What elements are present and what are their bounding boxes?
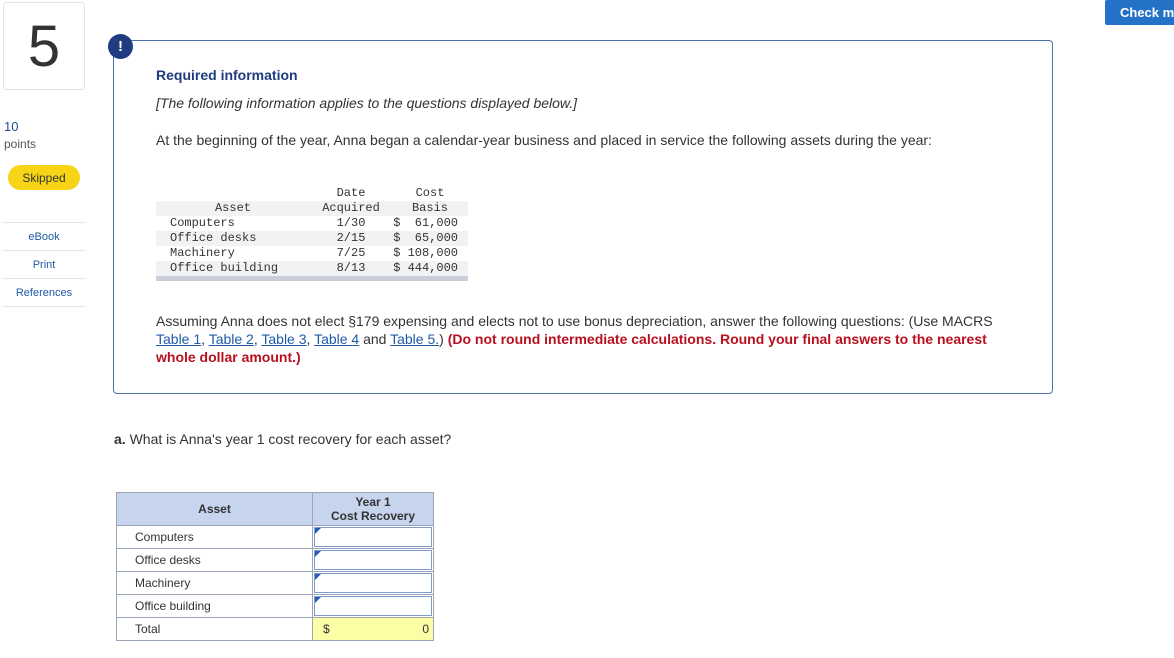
office-desks-recovery-input[interactable] [314, 550, 432, 570]
table-row: Computers 1/30 $ 61,000 [170, 216, 458, 230]
total-value: 0 [422, 622, 429, 636]
table-row: Office desks 2/15 $ 65,000 [156, 231, 468, 246]
answer-header-asset: Asset [117, 493, 313, 526]
references-link[interactable]: References [3, 278, 85, 307]
table-3-link[interactable]: Table 3 [261, 331, 307, 347]
answer-header-recovery: Year 1 Cost Recovery [313, 493, 434, 526]
machinery-recovery-input[interactable] [314, 573, 432, 593]
header-asset: Asset [156, 201, 310, 216]
required-information-title: Required information [156, 67, 298, 83]
table-row [117, 572, 434, 595]
total-currency: $ [323, 622, 330, 636]
side-links [3, 222, 85, 307]
table-row [117, 618, 434, 641]
total-value-cell [313, 618, 434, 641]
answer-table [116, 492, 434, 641]
asset-info-table [156, 186, 468, 281]
header-cost-bottom: Basis [392, 201, 468, 216]
required-information-panel [113, 40, 1053, 394]
status-badge: Skipped [8, 165, 80, 190]
header-date-top: Date [336, 186, 366, 200]
answer-row-label: Machinery [117, 572, 313, 595]
answer-row-label: Office desks [117, 549, 313, 572]
table-row: Machinery 7/25 $ 108,000 [170, 246, 458, 260]
table-row [117, 595, 434, 618]
check-my-work-button[interactable]: Check m [1105, 0, 1174, 25]
required-information-subtitle: [The following information applies to the questions displayed below.] [156, 95, 578, 111]
computers-recovery-input[interactable] [314, 527, 432, 547]
table-2-link[interactable]: Table 2 [208, 331, 254, 347]
header-date-bottom: Acquired [310, 201, 392, 216]
table-row: Office building 8/13 $ 444,000 [156, 261, 468, 276]
answer-row-label: Computers [117, 526, 313, 549]
alert-icon: ! [108, 34, 133, 59]
rounding-note: (Do not round intermediate calculations. Round your final answers to the nearest whole dollar amount.) [156, 331, 987, 365]
header-cost-top: Cost [415, 186, 445, 200]
points-value: 10 [4, 119, 19, 134]
total-label: Total [117, 618, 313, 641]
table-4-link[interactable]: Table 4 [314, 331, 360, 347]
ebook-link[interactable]: eBook [3, 222, 85, 250]
question-a: a. What is Anna's year 1 cost recovery for each asset? [114, 431, 452, 447]
question-number: 5 [3, 2, 85, 90]
office-building-recovery-input[interactable] [314, 596, 432, 616]
intro-text: At the beginning of the year, Anna began a calendar-year business and placed in service the following assets during the year: [156, 132, 932, 148]
points-label: points [4, 137, 37, 151]
table-row [117, 549, 434, 572]
table-1-link[interactable]: Table 1 [156, 331, 202, 347]
table-row [117, 526, 434, 549]
instructions-text: Assuming Anna does not elect §179 expensing and elects not to use bonus depreciation, answer the following questions: (Use MACRS Table 1, Table 2, Table 3, Table 4 and Table 5.) (Do not round intermediate calculations. Round your final answers to the nearest whole dollar amount.) [156, 313, 993, 365]
answer-row-label: Office building [117, 595, 313, 618]
table-5-link[interactable]: Table 5. [390, 331, 440, 347]
print-link[interactable]: Print [3, 250, 85, 278]
